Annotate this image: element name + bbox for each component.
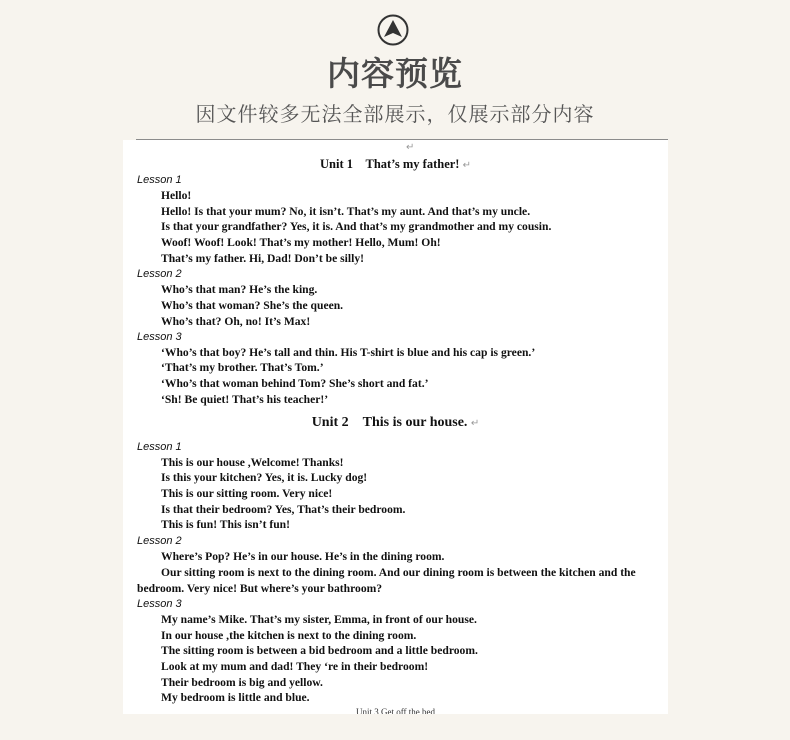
- lesson-label: Lesson 3: [137, 598, 182, 610]
- lesson-label: Lesson 3: [137, 331, 182, 343]
- document-preview: [123, 140, 668, 714]
- unit-heading: Unit 1 That’s my father! ↵: [320, 157, 471, 171]
- text-line: Is that your grandfather? Yes, it is. And that’s my grandmother and my cousin.: [161, 220, 552, 233]
- text-line: This is fun! This isn’t fun!: [161, 518, 290, 531]
- unit-title: This is our house.: [362, 415, 468, 430]
- return-mark: ↵: [406, 142, 415, 153]
- lesson-label: Lesson 1: [137, 441, 182, 453]
- text-line: Who’s that man? He’s the king.: [161, 283, 318, 296]
- text-line: Our sitting room is next to the dining room. And our dining room is between the kitchen and the: [161, 566, 636, 579]
- text-line: Is this your kitchen? Yes, it is. Lucky dog!: [161, 471, 368, 484]
- text-line: Is that their bedroom? Yes, That’s their bedroom.: [161, 503, 406, 516]
- unit-label: Unit 2: [311, 415, 349, 430]
- text-line: Where’s Pop? He’s in our house. He’s in the dining room.: [161, 550, 445, 563]
- text-line: This is our house ,Welcome! Thanks!: [161, 456, 344, 469]
- text-line: Woof! Woof! Look! That’s my mother! Hello, Mum! Oh!: [161, 236, 441, 249]
- text-line: ‘Who’s that boy? He’s tall and thin. His T-shirt is blue and his cap is green.’: [161, 346, 536, 359]
- text-line: ‘That’s my brother. That’s Tom.’: [161, 361, 324, 374]
- text-line: ‘Sh! Be quiet! That’s his teacher!’: [161, 393, 329, 406]
- text-line: Hello! Is that your mum? No, it isn’t. That’s my aunt. And that’s my uncle.: [161, 205, 531, 218]
- page-title: 内容预览: [327, 54, 463, 93]
- text-line: bedroom. Very nice! But where’s your bathroom?: [137, 582, 383, 595]
- navigation-arrow-icon: [377, 14, 409, 46]
- lesson-label: Lesson 1: [137, 174, 182, 186]
- page-subtitle: 因文件较多无法全部展示，仅展示部分内容: [195, 102, 595, 126]
- unit-heading: Unit 2 This is our house. ↵: [311, 415, 480, 430]
- text-line: My bedroom is little and blue.: [161, 691, 310, 704]
- text-line: Hello!: [161, 189, 192, 202]
- preview-header: [0, 0, 790, 140]
- text-line: That’s my father. Hi, Dad! Don’t be silly!: [161, 252, 364, 265]
- text-line: The sitting room is between a bid bedroom and a little bedroom.: [161, 644, 478, 657]
- lesson-label: Lesson 2: [137, 268, 182, 280]
- truncated-line: Unit 3 Get off the bed: [355, 707, 436, 714]
- text-line: This is our sitting room. Very nice!: [161, 487, 333, 500]
- unit-label: Unit 1: [320, 157, 353, 171]
- text-line: Who’s that? Oh, no! It’s Max!: [161, 315, 311, 328]
- lesson-label: Lesson 2: [137, 535, 182, 547]
- text-line: Their bedroom is big and yellow.: [161, 676, 323, 689]
- text-line: Who’s that woman? She’s the queen.: [161, 299, 344, 312]
- unit-title: That’s my father!: [365, 157, 460, 171]
- text-line: My name’s Mike. That’s my sister, Emma, in front of our house.: [161, 613, 477, 626]
- text-line: ‘Who’s that woman behind Tom? She’s short and fat.’: [161, 377, 429, 390]
- text-line: Look at my mum and dad! They ‘re in their bedroom!: [161, 660, 429, 673]
- text-line: In our house ,the kitchen is next to the dining room.: [161, 629, 417, 642]
